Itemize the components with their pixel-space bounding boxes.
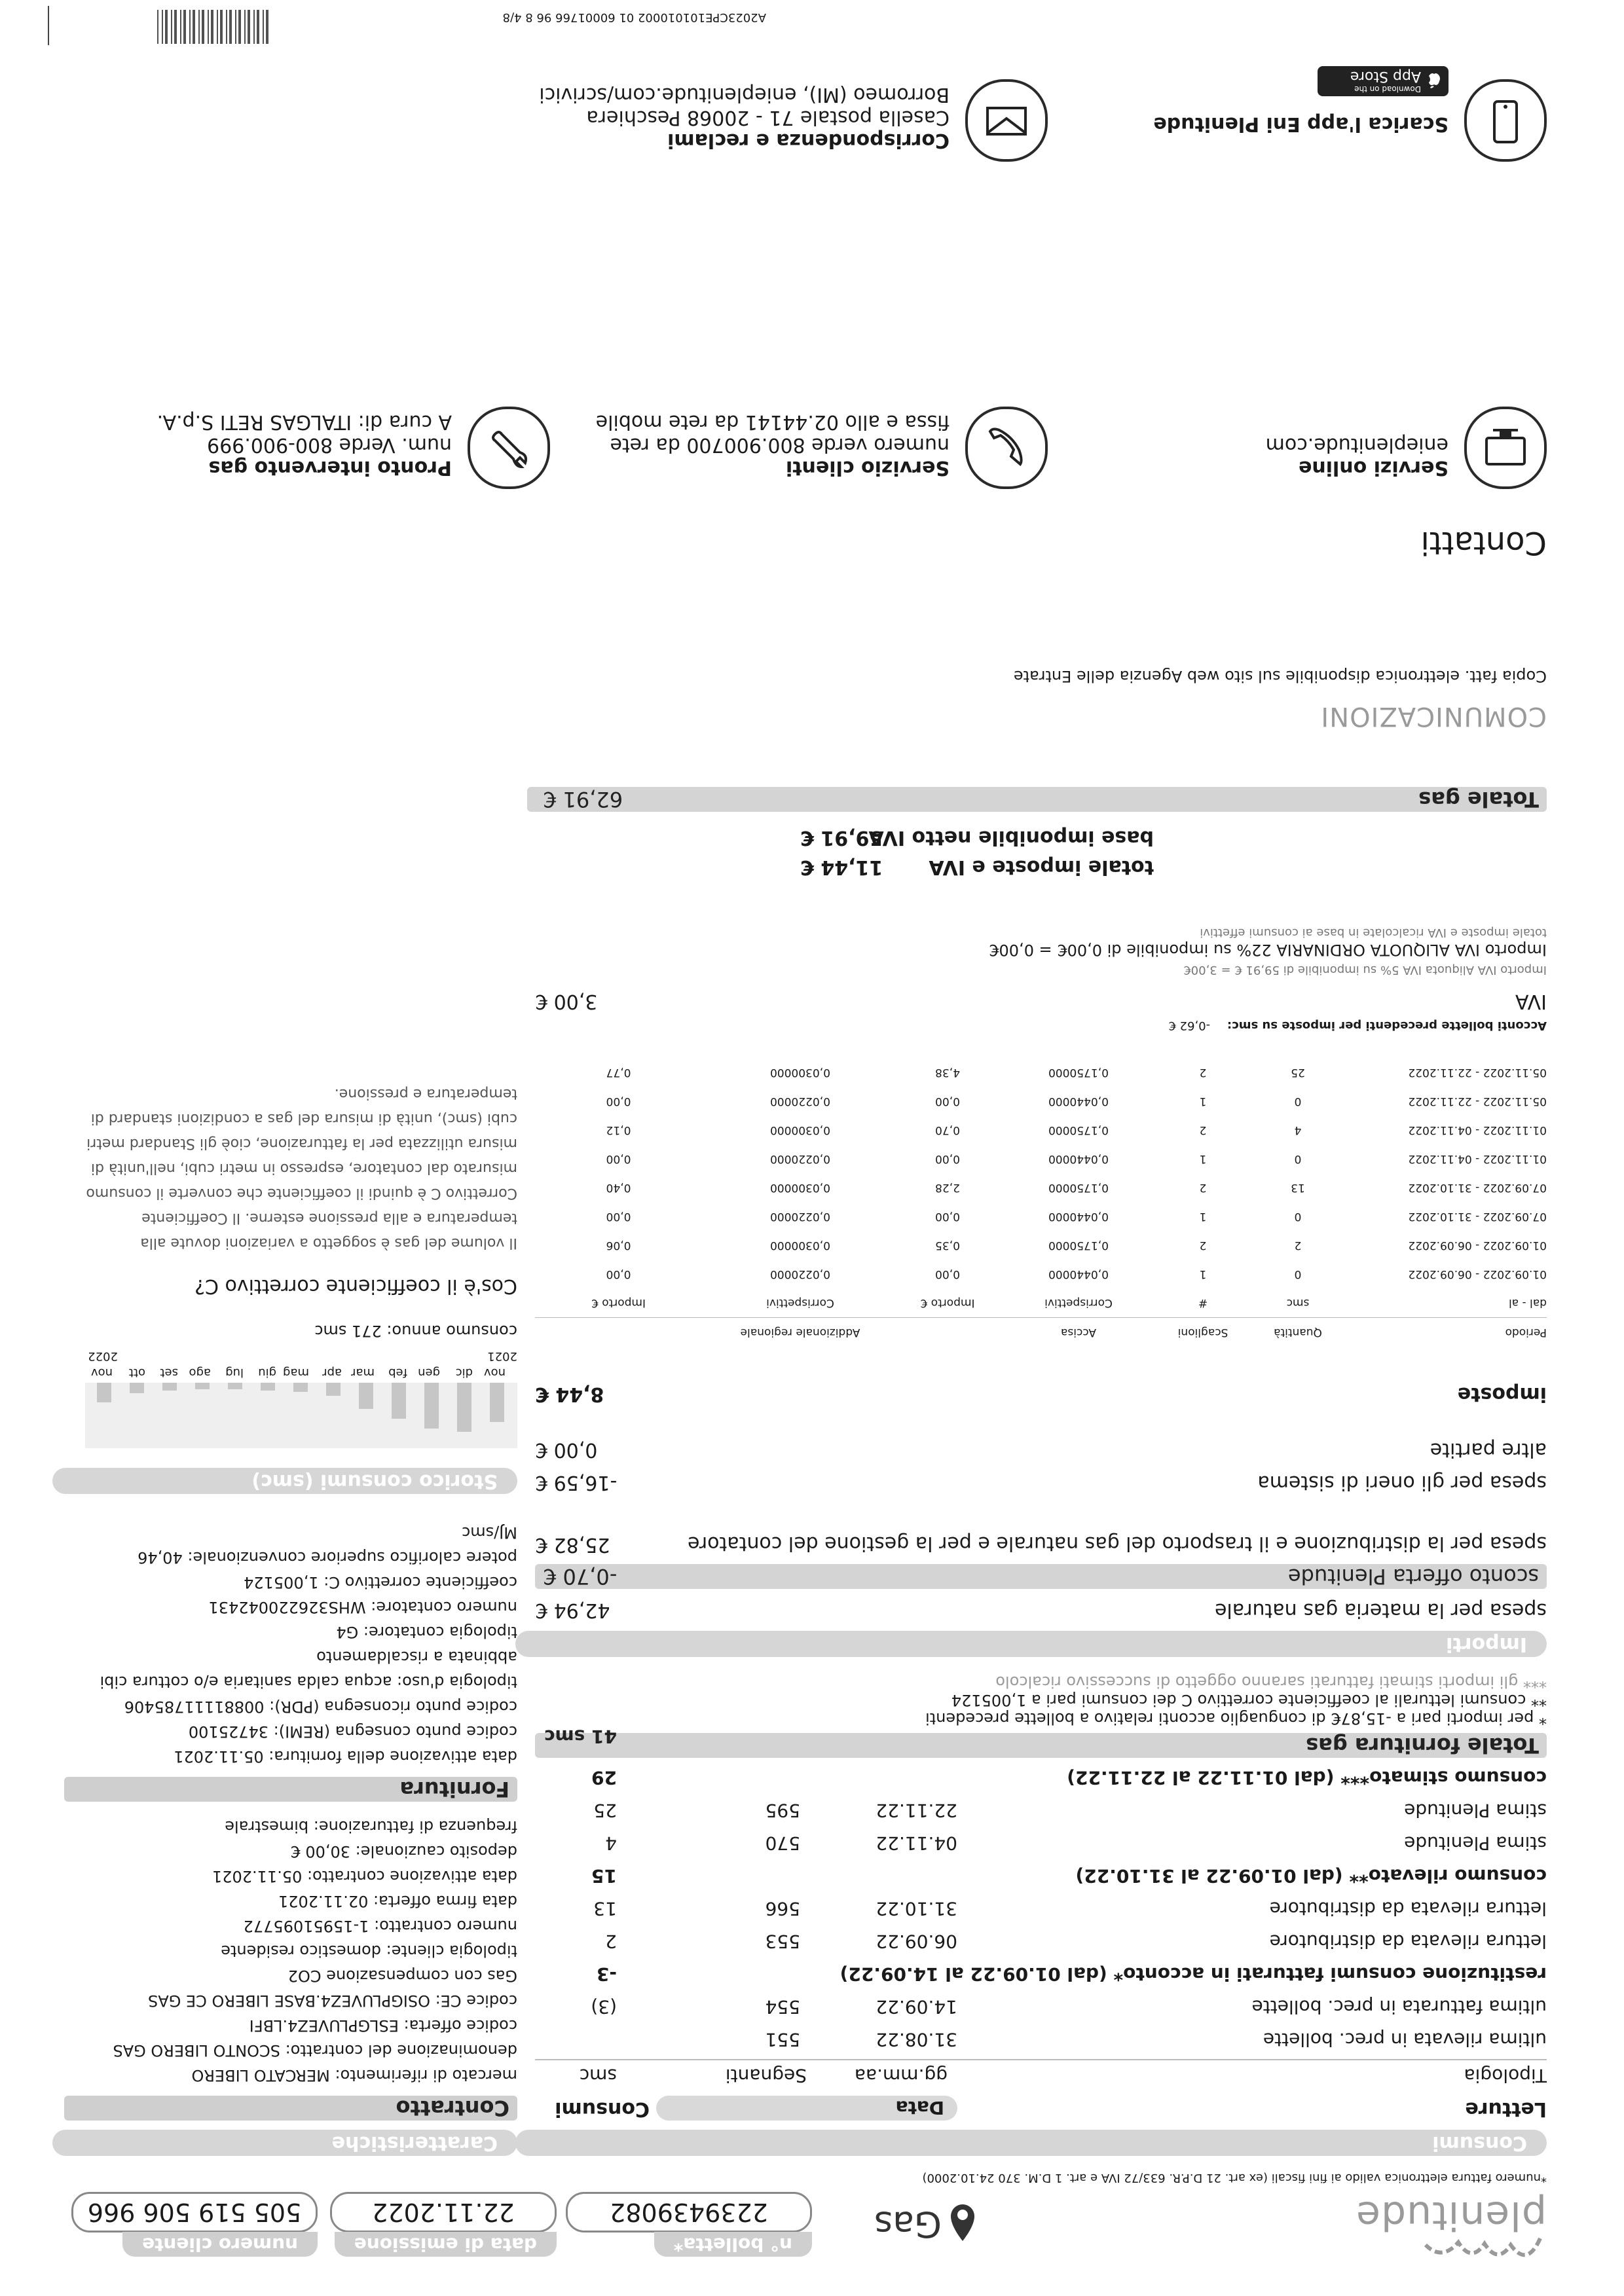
imposte-row bbox=[535, 1231, 1547, 1260]
imposte-cell: 0,0440000 bbox=[1048, 1267, 1109, 1281]
corrispondenza-title: Corrispondenza e reclami bbox=[667, 129, 950, 152]
storico-month: lug bbox=[225, 1366, 244, 1379]
letture-segnanti: 570 bbox=[765, 1832, 800, 1854]
imposte-value: 8,44 € bbox=[535, 1383, 604, 1406]
sub-add-imp: Importo € bbox=[591, 1296, 646, 1309]
fornitura-item: codice punto riconsegna (PDR): 00881111785406 bbox=[124, 1698, 517, 1716]
imposte-cell: 0,77 bbox=[606, 1066, 631, 1079]
contratto-item: data firma offerta: 02.11.2021 bbox=[278, 1892, 517, 1910]
imposte-row bbox=[535, 1087, 1547, 1116]
letture-row bbox=[535, 1959, 1547, 1985]
storico-month: gen bbox=[418, 1366, 440, 1379]
col-data: gg.mm.aa bbox=[854, 2065, 948, 2086]
letture-header-row bbox=[535, 2094, 1547, 2121]
letture-row bbox=[535, 1828, 1547, 1854]
col-tipologia: Tipologia bbox=[1464, 2065, 1547, 2086]
imposte-cell: 0,00 bbox=[606, 1210, 631, 1223]
consumi-header: Consumi bbox=[515, 2130, 1547, 2156]
materia-value: 42,94 € bbox=[535, 1599, 610, 1622]
sconto-label: sconto offerta Plenitude bbox=[1287, 1564, 1539, 1589]
invoice-footnote: *numero fattura elettronica valido ai fini fiscali (ex art. 21 D.P.R. 633/72 IVA e art. 1 D.M. 370 24.10.2000) bbox=[922, 2171, 1547, 2185]
fornitura-item: tipologia contatore: G4 bbox=[336, 1623, 517, 1641]
letture-smc: 15 bbox=[591, 1865, 617, 1887]
storico-month: feb bbox=[388, 1366, 407, 1379]
trasporto-label: spesa per la distribuzione e il trasporto del gas naturale e per la gestione del contatore bbox=[688, 1532, 1547, 1555]
smartphone-icon bbox=[1464, 79, 1547, 162]
letture-tipologia: consumo stimato*** (dal 01.11.22 al 22.11.22) bbox=[1067, 1767, 1547, 1789]
servizio-clienti-line-1: numero verde 800.900700 da rete bbox=[610, 433, 950, 456]
letture-label: Letture bbox=[1465, 2098, 1547, 2121]
note-3: *** gli importi stimati fatturati saranno oggetto di successivo ricalcolo bbox=[995, 1673, 1547, 1691]
data-label: Data bbox=[895, 2097, 944, 2119]
fold-mark bbox=[48, 6, 49, 45]
servizi-online-line[interactable]: enieplenitude.com bbox=[1265, 433, 1449, 456]
letture-smc: (3) bbox=[591, 1996, 617, 2018]
totale-gas-band bbox=[527, 787, 1547, 812]
table-divider bbox=[535, 2059, 1547, 2060]
service-name: Gas bbox=[874, 2204, 942, 2245]
imposte-cell: 01.11.2022 - 04.11.2022 bbox=[1408, 1152, 1547, 1165]
letture-smc: 2 bbox=[605, 1931, 617, 1952]
letture-table bbox=[535, 1759, 1547, 2086]
fornitura-item: MJ/smc bbox=[462, 1523, 517, 1542]
fornitura-item: coefficiente correttivo C: 1,005124 bbox=[244, 1573, 517, 1592]
imposte-cell: 2,28 bbox=[935, 1181, 960, 1194]
iva-label: IVA bbox=[1515, 990, 1547, 1013]
letture-tipologia: stima Plenitude bbox=[1404, 1832, 1547, 1854]
contratto-item: denominazione del contratto: SCONTO LIBERO GAS bbox=[113, 2041, 517, 2060]
iva-value: 3,00 € bbox=[535, 990, 598, 1013]
imposte-cell: 0 bbox=[1294, 1210, 1302, 1223]
issue-date-label: data di emissione bbox=[335, 2232, 557, 2257]
letture-data: 31.08.22 bbox=[876, 2029, 957, 2050]
storico-month: nov bbox=[483, 1366, 506, 1379]
col-smc: smc bbox=[579, 2065, 617, 2086]
letture-row bbox=[535, 1926, 1547, 1952]
imposte-cell: 4,38 bbox=[935, 1066, 960, 1079]
totale-imposte-value: 11,44 € bbox=[800, 856, 883, 879]
wrench-icon bbox=[468, 407, 550, 489]
storico-month: mag bbox=[283, 1366, 309, 1379]
totale-gas-label: Totale gas bbox=[1418, 787, 1539, 812]
imposte-cell: 0,1750000 bbox=[1048, 1181, 1109, 1194]
data-label-band bbox=[656, 2096, 957, 2121]
contratto-item: frequenza di fatturazione: bimestrale bbox=[225, 1817, 517, 1836]
imposte-grid bbox=[535, 1058, 1547, 1347]
imposte-row bbox=[535, 1260, 1547, 1288]
comunicazioni-text: Copia fatt. elettronica disponibile sul sito web Agenzia delle Entrate bbox=[1013, 667, 1547, 685]
imposte-cell: 0,0440000 bbox=[1048, 1095, 1109, 1108]
storico-month: nov bbox=[90, 1366, 113, 1379]
col-segnanti: Segnanti bbox=[725, 2065, 807, 2086]
bill-number-box bbox=[566, 2192, 812, 2255]
totale-fornitura-band bbox=[535, 1726, 1547, 1758]
corrispondenza-line-1: Casella postale 71 - 20068 Peschiera bbox=[586, 106, 950, 129]
imposte-cell: 0,40 bbox=[606, 1181, 631, 1194]
importi-block bbox=[535, 1347, 1547, 1622]
contratto-item: data attivazione contratto: 05.11.2021 bbox=[212, 1867, 517, 1886]
imposte-row bbox=[535, 1116, 1547, 1144]
materia-label: spesa per la materia gas naturale bbox=[1215, 1599, 1547, 1622]
sub-periodo: dal - al bbox=[1508, 1296, 1547, 1309]
contratto-item: codice CE: OSIGPLUVEZ4.BASE LIBERO CE GAS bbox=[148, 1992, 517, 2010]
letture-row bbox=[535, 1795, 1547, 1821]
imposte-cell: 01.11.2022 - 04.11.2022 bbox=[1408, 1123, 1547, 1137]
totale-gas-value: 62,91 € bbox=[543, 787, 623, 812]
imposte-cell: 1 bbox=[1199, 1267, 1207, 1281]
contratto-band bbox=[64, 2096, 517, 2121]
contratto-item: mercato di riferimento: MERCATO LIBERO bbox=[191, 2066, 517, 2085]
computer-icon bbox=[1464, 407, 1547, 489]
imposte-cell: 0,1750000 bbox=[1048, 1239, 1109, 1252]
bill-number-label: n° bolletta* bbox=[654, 2232, 812, 2257]
storico-month: mar bbox=[351, 1366, 375, 1379]
letture-tipologia: stima Plenitude bbox=[1404, 1800, 1547, 1821]
caratteristiche-header: Caratteristiche bbox=[52, 2130, 517, 2156]
head-blank-2 bbox=[535, 1318, 702, 1347]
fornitura-band bbox=[64, 1777, 517, 1802]
contact-servizio-clienti bbox=[596, 410, 950, 479]
totale-imposte-label: totale imposte e IVA bbox=[929, 856, 1154, 879]
letture-smc: -3 bbox=[596, 1963, 617, 1985]
fornitura-item: abbinata a riscaldamento bbox=[316, 1648, 517, 1666]
contact-app bbox=[1153, 113, 1449, 136]
customer-number-box bbox=[71, 2192, 318, 2255]
letture-segnanti: 566 bbox=[765, 1898, 800, 1920]
storico-chart bbox=[72, 1311, 517, 1461]
imposte-cell: 0,0220000 bbox=[770, 1210, 830, 1223]
sub-accisa-corr: Corrispettivi bbox=[1044, 1296, 1113, 1309]
imposte-cell: 13 bbox=[1291, 1181, 1305, 1194]
letture-tipologia: restituzione consumi fatturati in acconto* (dal 01.09.22 al 14.09.22) bbox=[840, 1963, 1547, 1985]
imposte-cell: 01.09.2022 - 06.09.2022 bbox=[1408, 1267, 1547, 1281]
letture-tipologia: consumo rilevato** (dal 01.09.22 al 31.10.22) bbox=[1075, 1865, 1547, 1887]
letture-tipologia: ultima fatturata in prec. bollette bbox=[1251, 1996, 1547, 2018]
iva-note-2: Importo IVA ALIQUOTA ORDINARIA 22% su imponibile di 0,00€ = 0,00€ bbox=[989, 941, 1547, 959]
bill-number-value: 2239439082 bbox=[610, 2198, 768, 2227]
letture-smc: 29 bbox=[591, 1767, 617, 1789]
imposte-cell: 0,70 bbox=[935, 1123, 960, 1137]
imponibile-value: 59,91 € bbox=[800, 826, 883, 849]
head-blank-1 bbox=[898, 1318, 997, 1347]
app-title: Scarica l'app Eni Plenitude bbox=[1153, 113, 1449, 136]
imposte-cell: 2 bbox=[1199, 1239, 1207, 1252]
sconto-value: -0,70 € bbox=[543, 1564, 618, 1589]
totali-block bbox=[535, 748, 1547, 879]
contratto-title: Contratto bbox=[396, 2096, 509, 2121]
imposte-cell: 0,1750000 bbox=[1048, 1123, 1109, 1137]
phone-icon bbox=[965, 407, 1048, 489]
letture-smc: 25 bbox=[593, 1800, 617, 1821]
imposte-cell: 0 bbox=[1294, 1152, 1302, 1165]
customer-number-label: numero cliente bbox=[122, 2232, 318, 2257]
imposte-cell: 0,06 bbox=[606, 1239, 631, 1252]
letture-segnanti: 553 bbox=[765, 1931, 800, 1952]
imposte-label: imposte bbox=[1457, 1383, 1547, 1406]
letture-tipologia: lettura rilevata da distributore bbox=[1269, 1898, 1547, 1920]
letture-tipologia: lettura rilevata da distributore bbox=[1269, 1931, 1547, 1952]
imposte-cell: 0,00 bbox=[935, 1095, 960, 1108]
imposte-cell: 0,0220000 bbox=[770, 1095, 830, 1108]
apple-icon bbox=[1426, 72, 1442, 90]
footer-code: A2023CPE101010002 01 60001766 96 8 4/8 bbox=[502, 10, 766, 24]
customer-number-value: 505 519 506 966 bbox=[87, 2198, 302, 2227]
letture-row bbox=[535, 1762, 1547, 1789]
contratto-list bbox=[72, 1814, 517, 2088]
imponibile-label: base imponibile netto IVA bbox=[868, 826, 1154, 849]
storico-plot-area bbox=[85, 1383, 517, 1448]
imposte-cell: 4 bbox=[1294, 1123, 1302, 1137]
imposte-sub-row bbox=[535, 1288, 1547, 1318]
servizio-clienti-title: Servizio clienti bbox=[785, 456, 950, 479]
sconto-band bbox=[535, 1564, 1547, 1589]
acconti-row bbox=[535, 1019, 1547, 1032]
imposte-cell: 0,1750000 bbox=[1048, 1066, 1109, 1079]
service-label bbox=[858, 2193, 976, 2245]
imposte-cell: 0 bbox=[1294, 1095, 1302, 1108]
letture-data: 22.11.22 bbox=[876, 1800, 957, 1821]
pronto-intervento-line-1: num. Verde 800-900.999 bbox=[207, 433, 452, 456]
app-store-badge[interactable] bbox=[1318, 66, 1449, 96]
imposte-cell: 01.09.2022 - 06.09.2022 bbox=[1408, 1239, 1547, 1252]
imposte-table bbox=[535, 1019, 1547, 1347]
trasporto-value: 25,82 € bbox=[535, 1533, 610, 1556]
acconti-label: Acconti bollette precedenti per imposte su smc: bbox=[1227, 1019, 1547, 1032]
contratto-item: Gas con compensazione CO2 bbox=[287, 1967, 517, 1985]
imposte-cell: 25 bbox=[1291, 1066, 1305, 1079]
imposte-cell: 2 bbox=[1199, 1123, 1207, 1137]
fornitura-list bbox=[72, 1520, 517, 1769]
imposte-cell: 1 bbox=[1199, 1152, 1207, 1165]
fornitura-item: potere calorifico superiore convenzionale: 40,46 bbox=[138, 1548, 517, 1567]
imposte-cell: 2 bbox=[1199, 1066, 1207, 1079]
sub-scaglioni: # bbox=[1198, 1296, 1208, 1309]
barcode bbox=[157, 10, 268, 44]
coeff-title: Cos'è il coefficiente correttivo C? bbox=[194, 1275, 517, 1298]
brand-logo bbox=[1239, 2193, 1547, 2271]
storico-months bbox=[85, 1364, 517, 1379]
sub-quantita: smc bbox=[1286, 1296, 1310, 1309]
imposte-cell: 0,35 bbox=[935, 1239, 960, 1252]
imposte-cell: 0,0300000 bbox=[770, 1181, 830, 1194]
storico-month: set bbox=[160, 1366, 178, 1379]
app-store-small: Download on the bbox=[1354, 84, 1421, 94]
imposte-cell: 2 bbox=[1294, 1239, 1302, 1252]
head-scaglioni: Scaglioni bbox=[1177, 1326, 1228, 1339]
note-2: ** consumi letturali al coefficiente correttivo C dei consumi pari a 1,005124 bbox=[951, 1691, 1547, 1709]
imposte-cell: 0,0300000 bbox=[770, 1239, 830, 1252]
letture-data: 04.11.22 bbox=[876, 1832, 957, 1854]
imposte-row bbox=[535, 1058, 1547, 1087]
servizi-online-title: Servizi online bbox=[1298, 456, 1449, 479]
imposte-cell: 0,0300000 bbox=[770, 1066, 830, 1079]
iva-block bbox=[535, 882, 1547, 1013]
imposte-cell: 0,0220000 bbox=[770, 1267, 830, 1281]
altre-label: altre partite bbox=[1430, 1438, 1547, 1461]
imposte-cell: 0,00 bbox=[935, 1152, 960, 1165]
storico-year-end: 2022 bbox=[88, 1349, 118, 1363]
imposte-cell: 0,0440000 bbox=[1048, 1210, 1109, 1223]
brand-name: plenitude bbox=[1356, 2193, 1547, 2238]
imposte-cell: 05.11.2022 - 22.11.2022 bbox=[1408, 1095, 1547, 1108]
contratto-item: tipologia cliente: domestico residente bbox=[221, 1942, 517, 1960]
storico-month: ott bbox=[128, 1366, 145, 1379]
contratto-item: numero contratto: 1-15951095772 bbox=[243, 1917, 517, 1935]
letture-row bbox=[535, 1992, 1547, 2018]
imposte-cell: 0,00 bbox=[606, 1152, 631, 1165]
imposte-cell: 0 bbox=[1294, 1267, 1302, 1281]
letture-row bbox=[535, 1861, 1547, 1887]
imposte-cell: 0,12 bbox=[606, 1123, 631, 1137]
letture-segnanti: 551 bbox=[765, 2029, 800, 2050]
head-accisa: Accisa bbox=[1060, 1326, 1097, 1339]
comunicazioni-title: COMUNICAZIONI bbox=[1320, 701, 1547, 731]
letture-segnanti: 595 bbox=[765, 1800, 800, 1821]
issue-date-value: 22.11.2022 bbox=[372, 2198, 515, 2227]
totale-fornitura-label: Totale fornitura gas bbox=[1306, 1733, 1539, 1758]
imposte-cell: 1 bbox=[1199, 1210, 1207, 1223]
app-store-label: App Store bbox=[1350, 68, 1421, 84]
imposte-head-row bbox=[535, 1318, 1547, 1347]
imposte-row bbox=[535, 1144, 1547, 1173]
letture-segnanti: 554 bbox=[765, 1996, 800, 2018]
head-addizionale: Addizionale regionale bbox=[740, 1326, 860, 1339]
imposte-cell: 0,00 bbox=[935, 1210, 960, 1223]
oneri-value: -16,59 € bbox=[535, 1471, 618, 1494]
fornitura-title: Fornitura bbox=[399, 1777, 509, 1802]
note-1: * per importi pari a -15,87€ di conguaglio acconti relativo a bollette precedenti bbox=[925, 1709, 1547, 1728]
fornitura-item: numero contatore: WHS326220042431 bbox=[208, 1598, 517, 1616]
contact-corrispondenza bbox=[539, 83, 950, 152]
imposte-cell: 0,0220000 bbox=[770, 1152, 830, 1165]
altre-value: 0,00 € bbox=[535, 1438, 598, 1461]
imposte-row bbox=[535, 1202, 1547, 1231]
coeff-text: Il volume del gas è soggetto a variazioni dovute alla temperatura e alla pressione esterne. Il Coefficiente Correttivo C è quindi il coefficiente che converte il consumo misurato dal contatore, espresso in metri cubi, nell'unità di misura utilizzata per la fatturazione, cioè gli Standard metri cubi (smc), unità di misura del gas a condizioni standard di temperatura e pressione. bbox=[86, 1085, 517, 1251]
iva-note-3: totale imposte e IVA ricalcolate in base ai consumi effettivi bbox=[1200, 926, 1547, 939]
consumo-annuo: consumo annuo: 271 smc bbox=[314, 1322, 517, 1340]
gas-flame-icon bbox=[950, 2203, 976, 2242]
storico-month: ago bbox=[189, 1366, 211, 1379]
corrispondenza-line-2[interactable]: Borromeo (MI), enieplenitude.com/scrivici bbox=[539, 83, 950, 106]
imposte-cell: 0,00 bbox=[935, 1267, 960, 1281]
iva-note-1: Importo IVA Aliquota IVA 5% su imponibile di 59,91 € = 3,00€ bbox=[1183, 963, 1547, 977]
pronto-intervento-title: Pronto intervento gas bbox=[208, 456, 452, 479]
letture-data: 14.09.22 bbox=[876, 1996, 957, 2018]
letture-row bbox=[535, 1893, 1547, 1920]
fornitura-item: codice punto consegna (REMI): 34725100 bbox=[188, 1722, 517, 1741]
letture-tipologia: ultima rilevata in prec. bollette bbox=[1263, 2029, 1547, 2050]
head-periodo: Periodo bbox=[1505, 1326, 1547, 1339]
letture-row bbox=[535, 2024, 1547, 2050]
importi-header: Importi bbox=[515, 1631, 1547, 1657]
imposte-cell: 0,00 bbox=[606, 1267, 631, 1281]
contratto-item: codice offerta: ESLGPLUVEZ4.LBFI bbox=[249, 2016, 517, 2035]
totale-fornitura-value: 41 smc bbox=[544, 1726, 617, 1747]
mail-icon bbox=[965, 79, 1048, 162]
letture-data: 31.10.22 bbox=[876, 1898, 957, 1920]
acconti-value: -0,62 € bbox=[1168, 1019, 1211, 1032]
imposte-cell: 07.09.2022 - 31.10.2022 bbox=[1408, 1181, 1547, 1194]
imposte-cell: 0,0300000 bbox=[770, 1123, 830, 1137]
contratto-item: deposito cauzionale: 30,00 € bbox=[290, 1842, 517, 1861]
contact-servizi-online bbox=[1266, 433, 1449, 479]
fornitura-item: data attivazione della fornitura: 05.11.2021 bbox=[174, 1747, 517, 1766]
imposte-cell: 0,00 bbox=[606, 1095, 631, 1108]
consumi-label: Consumi bbox=[555, 2098, 650, 2121]
imposte-cell: 07.09.2022 - 31.10.2022 bbox=[1408, 1210, 1547, 1223]
storico-month: dic bbox=[455, 1366, 473, 1379]
sub-add-corr: Corrispettivi bbox=[766, 1296, 834, 1309]
head-quantita: Quantità bbox=[1274, 1326, 1322, 1339]
imposte-cell: 05.11.2022 - 22.11.2022 bbox=[1408, 1066, 1547, 1079]
consumi-notes bbox=[535, 1673, 1547, 1728]
pronto-intervento-line-2: A cura di: ITALGAS RETI S.p.A. bbox=[157, 410, 452, 433]
storico-month: apr bbox=[322, 1366, 342, 1379]
storico-header: Storico consumi (smc) bbox=[52, 1468, 517, 1494]
fornitura-item: tipologia d'uso: acqua calda sanitaria e/o cottura cibi bbox=[100, 1673, 517, 1691]
imposte-cell: 0,0440000 bbox=[1048, 1152, 1109, 1165]
storico-bars bbox=[85, 1383, 517, 1448]
issue-date-box bbox=[330, 2192, 557, 2255]
contatti-title: Contatti bbox=[1420, 524, 1547, 561]
letture-smc: 4 bbox=[605, 1832, 617, 1854]
storico-year-start: 2021 bbox=[487, 1349, 517, 1363]
sub-accisa-imp: Importo € bbox=[920, 1296, 975, 1309]
oneri-label: spesa per gli oneri di sistema bbox=[1257, 1471, 1547, 1494]
imposte-body bbox=[535, 1058, 1547, 1288]
storico-month: giu bbox=[258, 1366, 276, 1379]
servizio-clienti-line-2: fissa e allo 02.44141 da rete mobile bbox=[595, 410, 950, 433]
imposte-cell: 1 bbox=[1199, 1095, 1207, 1108]
imposte-row bbox=[535, 1173, 1547, 1202]
letture-smc: 13 bbox=[593, 1898, 617, 1920]
imposte-cell: 2 bbox=[1199, 1181, 1207, 1194]
letture-data: 06.09.22 bbox=[876, 1931, 957, 1952]
contact-pronto-intervento bbox=[157, 410, 452, 479]
